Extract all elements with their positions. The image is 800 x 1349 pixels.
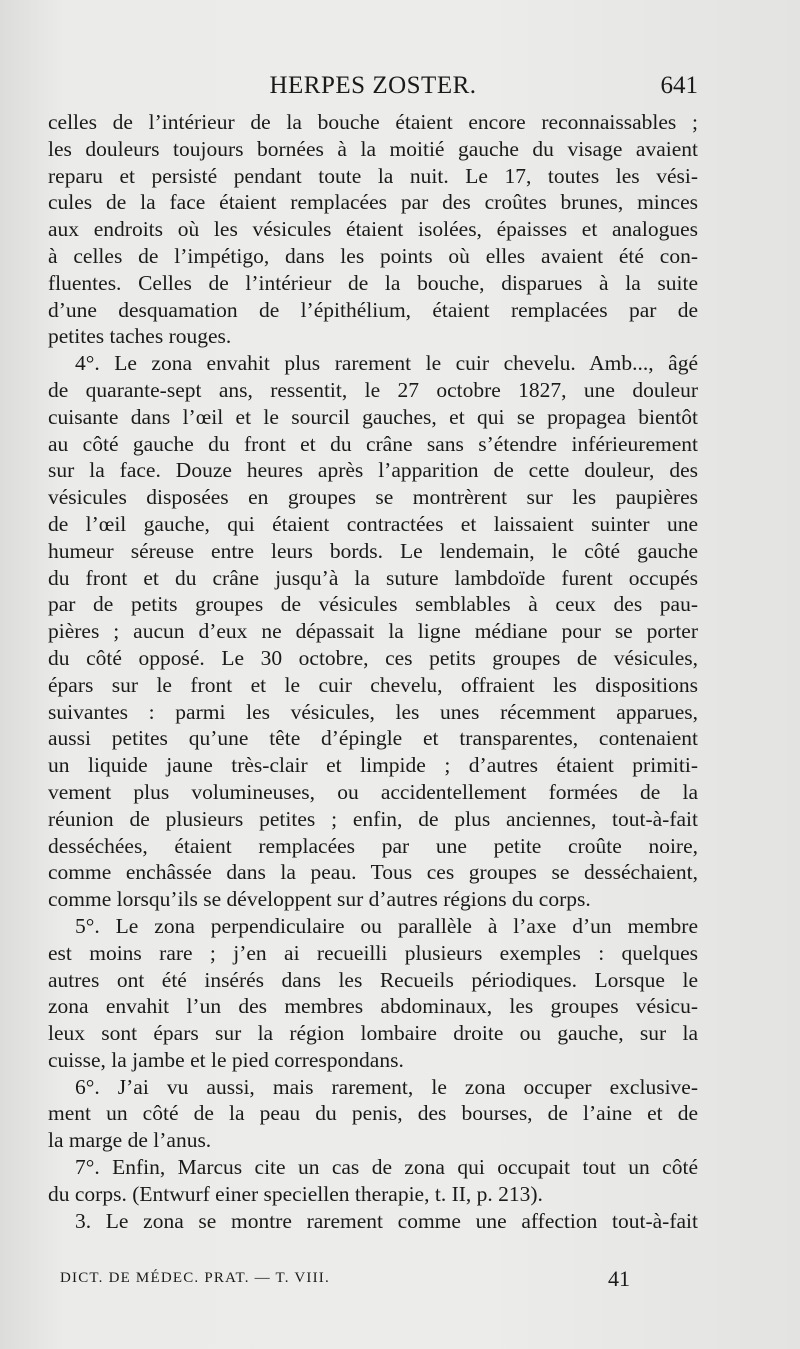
sheet-number: 41 xyxy=(608,1266,630,1291)
text-line: vement plus volumineuses, ou accidentellement formées de la xyxy=(48,779,698,804)
text-line: 4°. Le zona envahit plus rarement le cuir chevelu. Amb..., âgé xyxy=(75,351,698,376)
text-line: la marge de l’anus. xyxy=(48,1128,212,1153)
text-line: aux endroits où les vésicules étaient isolées, épaisses et analogues xyxy=(48,217,698,242)
text-line: suivantes : parmi les vésicules, les unes récemment apparues, xyxy=(48,699,698,724)
page-footer xyxy=(60,1266,630,1296)
text-line: comme enchâssée dans la peau. Tous ces groupes se desséchaient, xyxy=(48,860,698,885)
text-line: un liquide jaune très-clair et limpide ; d’autres étaient primiti- xyxy=(48,753,698,778)
text-line: reparu et persisté pendant toute la nuit. Le 17, toutes les vési- xyxy=(48,163,698,188)
body-text xyxy=(48,109,698,1234)
text-line: desséchées, étaient remplacées par une petite croûte noire, xyxy=(48,833,698,858)
text-line: épars sur le front et le cuir chevelu, offraient les dispositions xyxy=(48,672,698,697)
text-line: comme lorsqu’ils se développent sur d’autres régions du corps. xyxy=(48,887,591,912)
text-line: de l’œil gauche, qui étaient contractées et laissaient suinter une xyxy=(48,511,698,536)
text-line: zona envahit l’un des membres abdominaux, les groupes vésicu- xyxy=(48,994,698,1019)
text-line: par de petits groupes de vésicules semblables à ceux des pau- xyxy=(48,592,698,617)
text-line: 3. Le zona se montre rarement comme une affection tout-à-fait xyxy=(75,1208,698,1233)
text-line: réunion de plusieurs petites ; enfin, de plus anciennes, tout-à-fait xyxy=(48,806,698,831)
text-line: sur la face. Douze heures après l’apparition de cette douleur, des xyxy=(48,458,698,483)
text-line: aussi petites qu’une tête d’épingle et transparentes, contenaient xyxy=(48,726,698,751)
text-line: autres ont été insérés dans les Recueils périodiques. Lorsque le xyxy=(48,967,698,992)
text-line: les douleurs toujours bornées à la moitié gauche du visage avaient xyxy=(48,136,698,161)
page-number: 641 xyxy=(660,72,698,99)
text-line: 6°. J’ai vu aussi, mais rarement, le zona occuper exclusive- xyxy=(75,1074,698,1099)
text-line: du front et du crâne jusqu’à la suture lambdoïde furent occupés xyxy=(48,565,698,590)
text-line: est moins rare ; j’en ai recueilli plusieurs exemples : quelques xyxy=(48,940,698,965)
printer-signature: DICT. DE MÉDEC. PRAT. — T. VIII. xyxy=(60,1270,330,1286)
running-title: HERPES ZOSTER. xyxy=(269,72,477,99)
text-line: cules de la face étaient remplacées par des croûtes brunes, minces xyxy=(48,190,698,215)
text-line: au côté gauche du front et du crâne sans s’étendre inférieurement xyxy=(48,431,698,456)
text-line: humeur séreuse entre leurs bords. Le lendemain, le côté gauche xyxy=(48,538,698,563)
text-line: de quarante-sept ans, ressentit, le 27 octobre 1827, une douleur xyxy=(48,377,698,402)
text-line: cuisse, la jambe et le pied correspondans. xyxy=(48,1047,404,1072)
text-line: à celles de l’impétigo, dans les points où elles avaient été con- xyxy=(48,243,698,268)
text-line: pières ; aucun d’eux ne dépassait la ligne médiane pour se porter xyxy=(48,619,698,644)
text-line: petites taches rouges. xyxy=(48,324,232,349)
text-line: d’une desquamation de l’épithélium, étaient remplacées par de xyxy=(48,297,698,322)
text-line: cuisante dans l’œil et le sourcil gauches, et qui se propagea bientôt xyxy=(48,404,698,429)
text-line: ment un côté de la peau du penis, des bourses, de l’aine et de xyxy=(48,1101,698,1126)
text-line: du corps. (Entwurf einer speciellen therapie, t. II, p. 213). xyxy=(48,1181,543,1206)
text-line: leux sont épars sur la région lombaire droite ou gauche, sur la xyxy=(48,1021,698,1046)
text-line: celles de l’intérieur de la bouche étaient encore reconnaissables ; xyxy=(48,110,698,134)
text-line: 7°. Enfin, Marcus cite un cas de zona qui occupait tout un côté xyxy=(75,1155,698,1180)
text-line: vésicules disposées en groupes se montrèrent sur les paupières xyxy=(48,485,698,510)
text-line: fluentes. Celles de l’intérieur de la bouche, disparues à la suite xyxy=(48,270,698,295)
text-line: 5°. Le zona perpendiculaire ou parallèle à l’axe d’un membre xyxy=(75,913,698,938)
page-header xyxy=(48,70,698,110)
text-line: du côté opposé. Le 30 octobre, ces petits groupes de vésicules, xyxy=(48,645,698,670)
